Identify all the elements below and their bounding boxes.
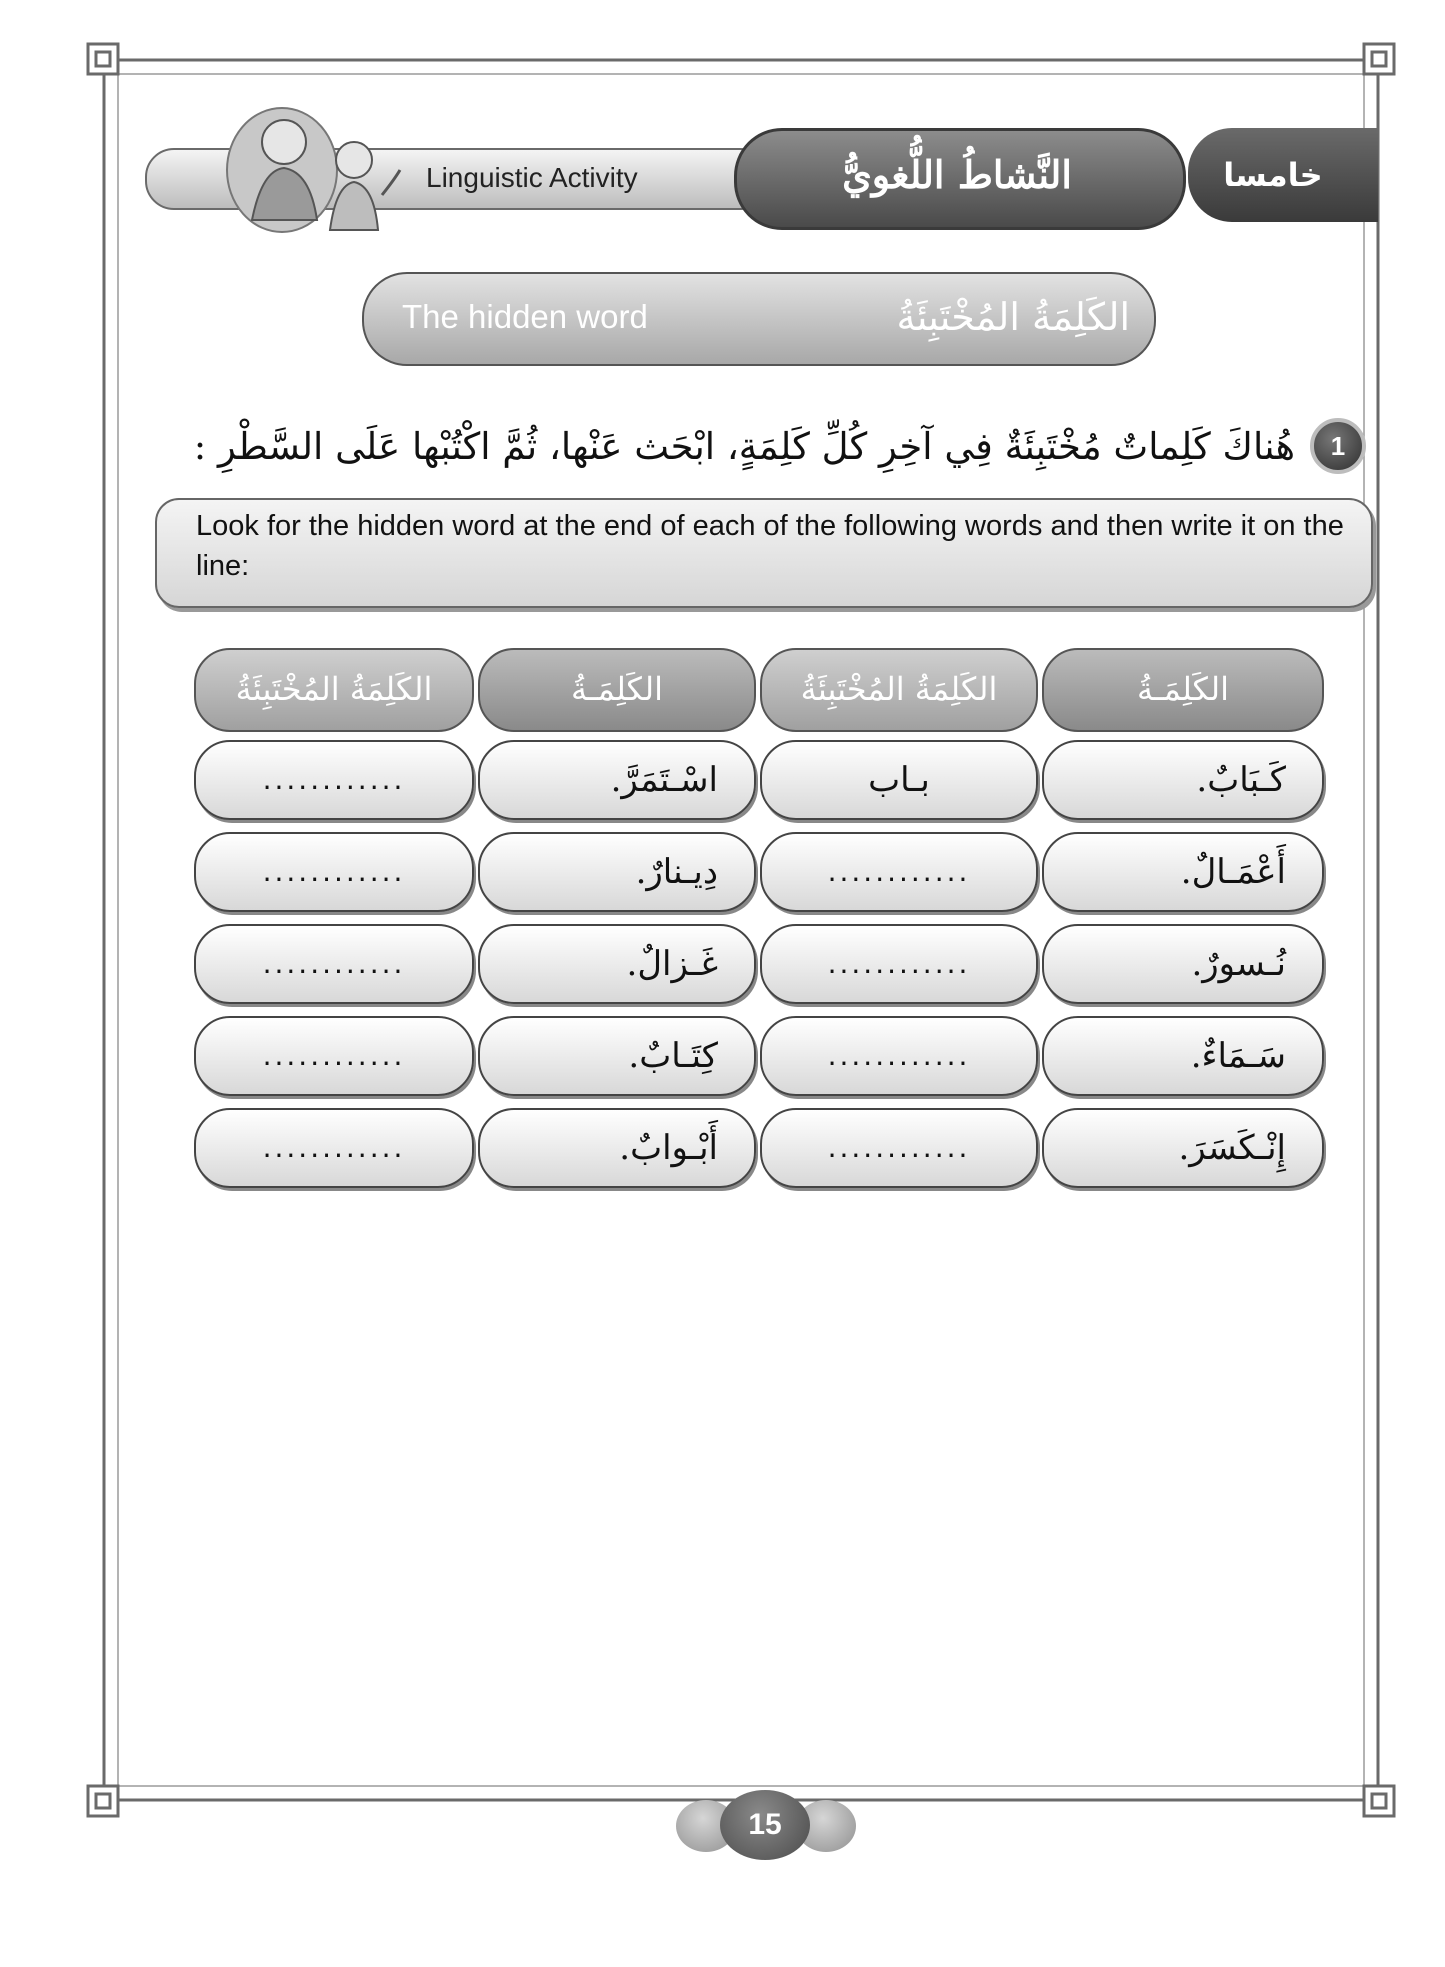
page-number: 15 [720, 1790, 810, 1860]
section-title-english: Linguistic Activity [426, 162, 638, 193]
exercise-number-badge: 1 [1310, 418, 1366, 474]
table-cell-answer-blank[interactable]: ............ [194, 924, 474, 1004]
table-cell-word: كِتَـابٌ. [478, 1016, 756, 1096]
table-cell-answer-blank[interactable]: ............ [760, 1108, 1038, 1188]
table-cell-word: دِيـنارٌ. [478, 832, 756, 912]
table-cell-word: نُـسورٌ. [1042, 924, 1324, 1004]
table-cell-answer-blank[interactable]: ............ [760, 924, 1038, 1004]
section-number-label: خامسا [1223, 156, 1323, 194]
title-english: The hidden word [402, 298, 648, 335]
table-cell-word: غَـزالٌ. [478, 924, 756, 1004]
instruction-english: Look for the hidden word at the end of each of the following words and then write it on the line: [196, 510, 1344, 582]
table-cell-word: اسْـتَمَرَّ. [478, 740, 756, 820]
table-cell-answer-blank[interactable]: ............ [194, 832, 474, 912]
header-word-col-1: الكَلِمَـةُ [1042, 648, 1324, 732]
children-illustration [222, 100, 412, 240]
table-cell-answer-blank[interactable]: ............ [760, 832, 1038, 912]
header-hidden-col-2: الكَلِمَةُ المُخْتَبِئَةُ [194, 648, 474, 732]
table-cell-word: سَـمَاءٌ. [1042, 1016, 1324, 1096]
section-title-arabic: النَّشاطُ اللُّغويُّ [842, 152, 1072, 197]
table-cell-hidden-answer: بـاب [760, 740, 1038, 820]
table-cell-answer-blank[interactable]: ............ [194, 740, 474, 820]
instruction-arabic: هُناكَ كَلِماتٌ مُخْتَبِئَةٌ فِي آخِرِ كُلِّ كَلِمَةٍ، ابْحَث عَنْها، ثُمَّ اكْتُبْها عَلَى السَّطْرِ : [193, 425, 1295, 468]
table-cell-answer-blank[interactable]: ............ [194, 1016, 474, 1096]
table-cell-word: أَعْمَـالٌ. [1042, 832, 1324, 912]
table-cell-word: كَـبَابٌ. [1042, 740, 1324, 820]
title-arabic: الكَلِمَةُ المُخْتَبِئَةُ [896, 295, 1130, 339]
header-word-col-2: الكَلِمَـةُ [478, 648, 756, 732]
table-cell-answer-blank[interactable]: ............ [760, 1016, 1038, 1096]
table-cell-word: إِنْـكَسَرَ. [1042, 1108, 1324, 1188]
header-hidden-col-1: الكَلِمَةُ المُخْتَبِئَةُ [760, 648, 1038, 732]
table-cell-answer-blank[interactable]: ............ [194, 1108, 474, 1188]
table-cell-word: أَبْـوابٌ. [478, 1108, 756, 1188]
